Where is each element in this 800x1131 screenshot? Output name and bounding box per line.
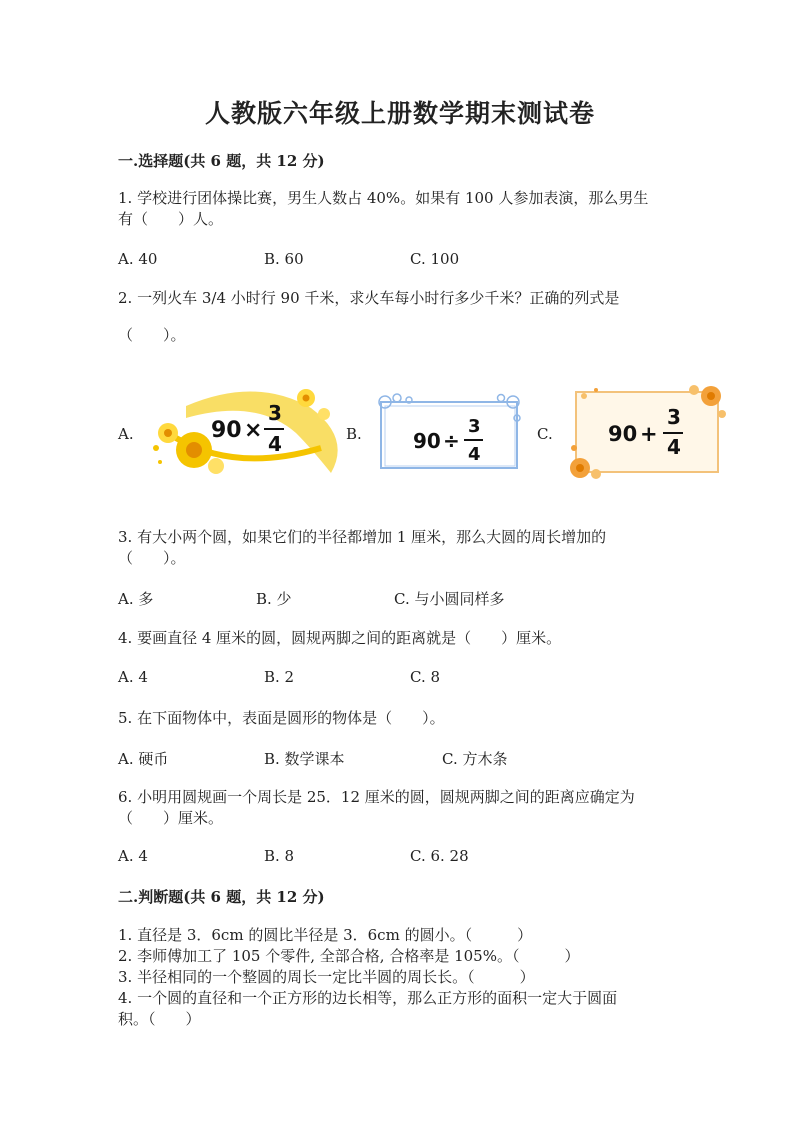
option-c-operator: + — [640, 422, 658, 446]
judgement-line-2: 2. 李师傅加工了 105 个零件, 全部合格, 合格率是 105%。（ ） — [118, 947, 580, 965]
question-2-line-1: 2. 一列火车 3/4 小时行 90 千米，求火车每小时行多少千米？正确的列式是 — [118, 289, 620, 307]
option-c-denominator: 4 — [667, 435, 681, 459]
section-heading-choice: 一.选择题(共 6 题，共 12 分) — [118, 152, 325, 170]
question-5-line-1: 5. 在下面物体中，表面是圆形的物体是（ ）。 — [118, 709, 445, 727]
option-c-image[interactable] — [566, 382, 728, 482]
option-b-denominator: 4 — [468, 444, 481, 465]
q4-option-c[interactable]: C. 8 — [410, 668, 441, 686]
q1-option-a[interactable]: A. 40 — [118, 250, 158, 268]
option-b-image[interactable] — [375, 392, 525, 474]
option-b-operator: ÷ — [443, 429, 460, 453]
question-3-line-1: 3. 有大小两个圆，如果它们的半径都增加 1 厘米，那么大圆的周长增加的 — [118, 528, 607, 546]
question-1-line-2: 有（ ）人。 — [118, 210, 224, 228]
q2-option-c[interactable]: C. — [537, 425, 553, 443]
q1-option-b[interactable]: B. 60 — [264, 250, 304, 268]
option-c-numerator: 3 — [667, 405, 681, 429]
q4-option-b[interactable]: B. 2 — [264, 668, 295, 686]
option-a-image[interactable] — [146, 378, 346, 478]
option-a-numerator: 3 — [268, 401, 282, 425]
option-c-number: 90 — [608, 422, 638, 446]
page-title: 人教版六年级上册数学期末测试卷 — [204, 99, 595, 128]
question-6-line-2: （ ）厘米。 — [118, 809, 224, 827]
q5-option-c[interactable]: C. 方木条 — [442, 750, 508, 768]
judgement-line-1: 1. 直径是 3．6cm 的圆比半径是 3．6cm 的圆小。（ ） — [118, 926, 533, 944]
option-a-number: 90 — [211, 418, 242, 443]
q4-option-a[interactable]: A. 4 — [118, 668, 148, 686]
option-a-denominator: 4 — [268, 432, 282, 456]
q6-option-c[interactable]: C. 6. 28 — [410, 847, 469, 865]
q3-option-a[interactable]: A. 多 — [118, 590, 154, 608]
question-3-line-2: （ ）。 — [118, 549, 186, 567]
section-heading-judgement: 二.判断题(共 6 题，共 12 分) — [118, 888, 325, 906]
option-b-numerator: 3 — [468, 416, 481, 437]
q3-option-b[interactable]: B. 少 — [256, 590, 292, 608]
option-b-number: 90 — [413, 429, 441, 453]
q3-option-c[interactable]: C. 与小圆同样多 — [394, 590, 505, 608]
option-a-operator: × — [244, 418, 263, 443]
q6-option-b[interactable]: B. 8 — [264, 847, 295, 865]
question-4-line-1: 4. 要画直径 4 厘米的圆，圆规两脚之间的距离就是（ ）厘米。 — [118, 629, 562, 647]
question-2-line-2: （ ）。 — [118, 326, 186, 344]
judgement-line-4: 4. 一个圆的直径和一个正方形的边长相等，那么正方形的面积一定大于圆面 — [118, 989, 618, 1007]
judgement-line-3: 3. 半径相同的一个整圆的周长一定比半圆的周长长。（ ） — [118, 968, 535, 986]
q2-option-a[interactable]: A. — [118, 425, 134, 443]
q1-option-c[interactable]: C. 100 — [410, 250, 460, 268]
q6-option-a[interactable]: A. 4 — [118, 847, 148, 865]
question-6-line-1: 6. 小明用圆规画一个周长是 25．12 厘米的圆，圆规两脚之间的距离应确定为 — [118, 788, 635, 806]
q2-option-b[interactable]: B. — [346, 425, 362, 443]
q5-option-b[interactable]: B. 数学课本 — [264, 750, 345, 768]
q5-option-a[interactable]: A. 硬币 — [118, 750, 169, 768]
judgement-line-5: 积。（ ） — [118, 1010, 201, 1028]
question-1-line-1: 1. 学校进行团体操比赛，男生人数占 40%。如果有 100 人参加表演，那么男生 — [118, 189, 649, 207]
